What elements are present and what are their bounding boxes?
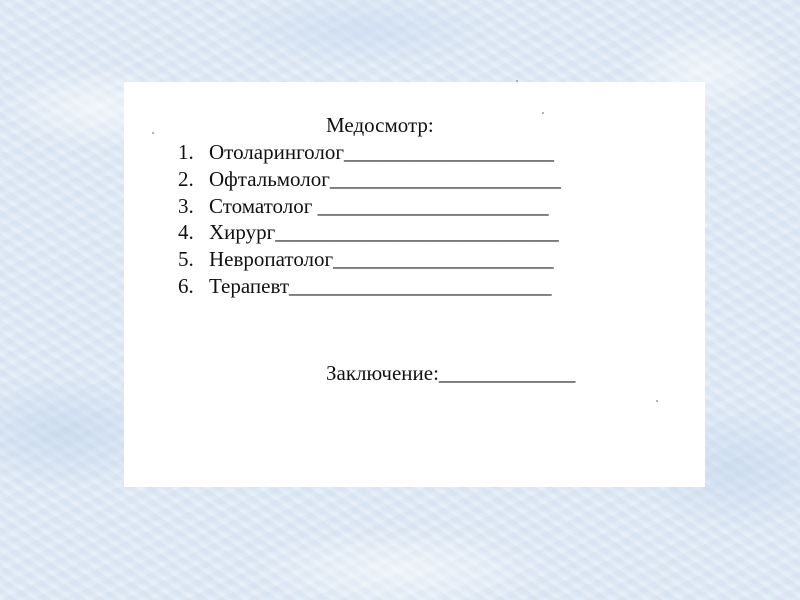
- scan-speck: [656, 400, 658, 402]
- list-item: [178, 139, 561, 166]
- list-item-text: Терапевт_________________________: [209, 273, 552, 298]
- scan-speck: [516, 80, 518, 82]
- document-title: Медосмотр:: [326, 113, 434, 137]
- list-item-number: 4.: [178, 220, 194, 245]
- list-item: [178, 193, 561, 220]
- list-item-number: 1.: [178, 140, 194, 164]
- conclusion-line: Заключение:_____________: [326, 361, 576, 385]
- list-item: [178, 246, 561, 273]
- scanned-document-sheet: [124, 82, 705, 487]
- scan-speck: [542, 112, 544, 114]
- scan-speck: [152, 132, 154, 134]
- list-item-text: Хирург___________________________: [209, 220, 559, 245]
- list-item: [178, 166, 561, 193]
- list-item-number: 5.: [178, 247, 194, 272]
- list-item-text: Отоларинголог____________________: [209, 140, 554, 164]
- list-item-text: Невропатолог_____________________: [209, 247, 554, 272]
- list-item: [178, 219, 561, 246]
- exam-list: [178, 139, 561, 300]
- list-item-text: Офтальмолог______________________: [209, 166, 561, 191]
- list-item-number: 6.: [178, 273, 194, 298]
- list-item-number: 2.: [178, 166, 194, 191]
- list-item: [178, 273, 561, 300]
- list-item-text: Стоматолог ______________________: [209, 193, 549, 218]
- list-item-number: 3.: [178, 193, 194, 218]
